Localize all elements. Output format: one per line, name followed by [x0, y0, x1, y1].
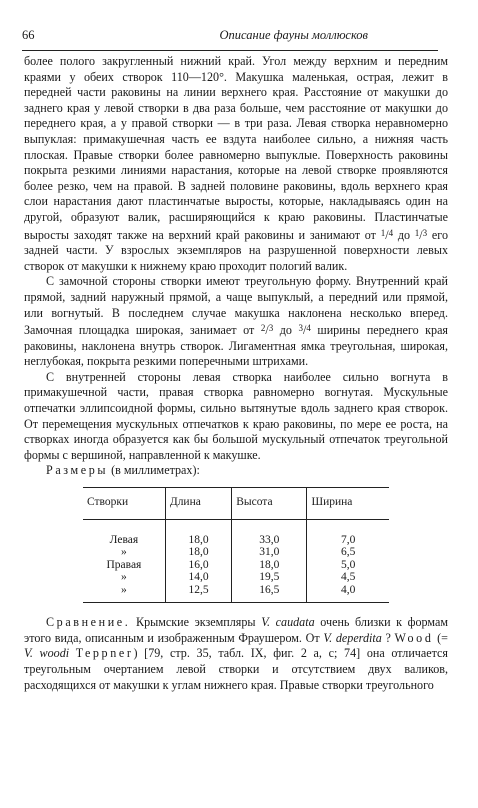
table-cell: »	[121, 546, 127, 559]
table-cell: 16,0	[165, 559, 231, 572]
page-header	[22, 28, 438, 51]
paragraph-comparison: Сравнение. Крымские экземпляры V. caudata очень близки к формам этого вида, описанным и изображенным Фраушером. От V. deperdita ? Wood (= V. woodi Teppner) [79, стр. 35, табл. IX, фиг. 2 а, с; 74] она отличается треугольным очертанием левой створки и отсутствием двух валиков, расходящихся от макушки к углам нижнего края. Правые створки треугольного	[24, 615, 449, 692]
table-cell: 4,0	[307, 584, 389, 597]
table-cell: »	[121, 583, 127, 596]
table-row	[83, 546, 389, 559]
table-cell: Правая	[106, 558, 142, 571]
table-cell: 12,5	[165, 584, 231, 597]
author-name: Teppner	[75, 646, 134, 661]
page-body	[24, 54, 448, 693]
table-cell: 33,0	[232, 534, 307, 547]
running-title: Описание фауны моллюсков	[219, 28, 368, 42]
table-row	[83, 571, 389, 584]
table-row	[83, 584, 389, 597]
table-header-cell: Высота	[232, 488, 307, 520]
sizes-heading: Размеры (в миллиметрах):	[46, 463, 200, 478]
table-header-cell: Створки	[83, 488, 165, 520]
table-cell: »	[121, 571, 127, 584]
paragraph-inner-side: С внутренней стороны левая створка наиболее сильно вогнута в примакушечной части, правая створка равномерно вогнутая. Мускульные отпечатки эллипсоидной формы, сильно вытянутые вдоль заднего края створок. От перемещения мускульных отпечатков к краю раковины, по мере ее роста, на створках иногда образуется как бы большой мускульный отпечаток треугольной формы с вершиной, направленной к макушке.	[24, 369, 448, 462]
table-cell: 18,0	[165, 534, 231, 547]
table-cell: 31,0	[232, 546, 307, 559]
page-number: 66	[22, 28, 35, 42]
table-cell: 4,5	[307, 571, 389, 584]
table-cell: 18,0	[232, 559, 307, 572]
paragraph-shell-description: более полого закругленный нижний край. Угол между верхним и передним краями у обеих створок 110—120°. Макушка маленькая, острая, лежит в передней части раковины на линии верхнего края. Расстояние от макушки до заднего края у левой створки в два раза больше, чем расстояние от макушки до переднего края, а у правой створки — в три раза. Левая створка неравномерно выпуклая: примакушечная часть ее вздута наиболее сильно, а нижняя часть плоская. Правые створки более равномерно выпуклые. Поверхность раковины покрыта резкими линиями нарастания, которые на левой створке проявляются более резко, чем на правой. В задней половине раковины, вдоль верхнего края слои нарастания дают пластинчатые выросты, которые, накладываясь один на другой, образуют валик, расширяющийся к краю раковины. Пластинчатые выросты заходят также на верхний край раковины и занимают от $^1$/$^4$ до $^1$/$^3$ его задней части. У взрослых экземпляров на разрушенной поверхности левых створок от макушки к нижнему краю проходит пологий валик.	[24, 54, 449, 273]
table-header-row	[83, 488, 389, 520]
table-row	[83, 534, 389, 547]
sizes-table	[83, 487, 389, 603]
table-cell: 18,0	[165, 546, 231, 559]
table-header-cell: Длина	[165, 488, 231, 520]
table-cell: 14,0	[165, 571, 231, 584]
author-name: Wood	[394, 630, 434, 645]
table-cell: Левая	[109, 533, 139, 546]
table-header-cell: Ширина	[307, 488, 389, 520]
species-name: V. deperdita	[323, 630, 382, 645]
paragraph-hinge-side: С замочной стороны створки имеют треугольную форму. Внутренний край прямой, задний наружный прямой, а чаще выпуклый, а передний или прямой, или вогнутый. В последнем случае макушка наклонена несколько вперед. Замочная площадка широкая, занимает от $^2$/$^3$ до $^3$/$^4$ ширины переднего края раковины, наклонена внутрь створок. Лигаментная ямка треугольная, широкая, неглубокая, покрыта резкими поперечными штрихами.	[24, 274, 448, 369]
table-cell: 19,5	[232, 571, 307, 584]
table-cell: 7,0	[307, 534, 389, 547]
table-row	[83, 559, 389, 572]
table-cell: 6,5	[307, 546, 389, 559]
species-name: V. woodi	[24, 646, 70, 661]
table-cell: 5,0	[307, 559, 389, 572]
table-cell: 16,5	[232, 584, 307, 597]
species-name: V. caudata	[261, 615, 315, 630]
